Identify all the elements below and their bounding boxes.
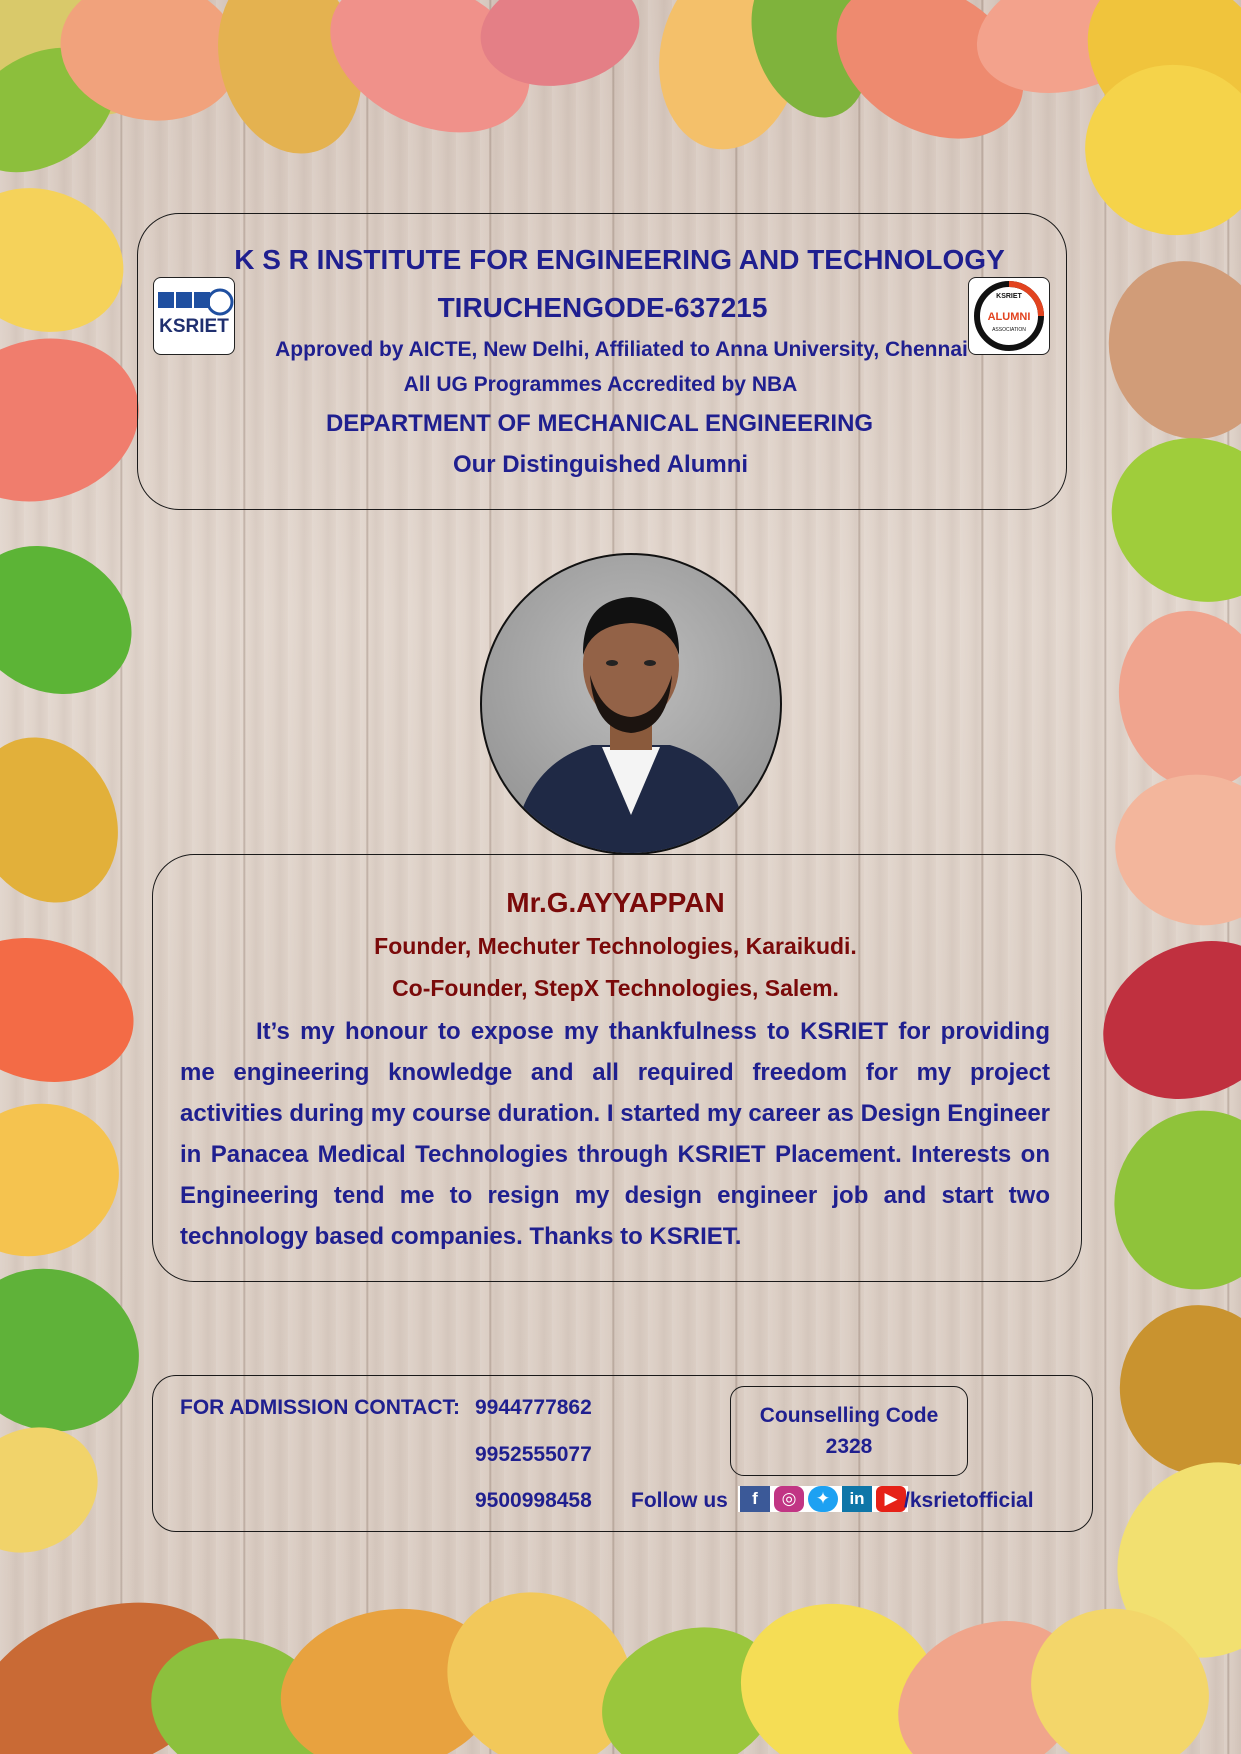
phone-number[interactable]: 9500998458 [475,1489,592,1512]
follow-us-label: Follow us [631,1489,728,1512]
accreditation-line: All UG Programmes Accredited by NBA [403,373,798,396]
instagram-icon[interactable]: ◎ [774,1486,804,1512]
alumni-name: Mr.G.AYYAPPAN [506,887,725,918]
counselling-code-box [730,1386,968,1476]
alumni-role-cofounder: Co-Founder, StepX Technologies, Salem. [392,975,839,1001]
admission-contact-label: FOR ADMISSION CONTACT: [180,1396,460,1419]
department-name: DEPARTMENT OF MECHANICAL ENGINEERING [325,410,874,437]
alumni-role-founder: Founder, Mechuter Technologies, Karaikudi. [374,933,857,959]
svg-text:ASSOCIATION: ASSOCIATION [992,327,1026,333]
phone-number[interactable]: 9952555077 [475,1443,592,1466]
twitter-icon[interactable]: ✦ [808,1486,838,1512]
social-icons [738,1486,908,1512]
institute-location: TIRUCHENGODE-637215 [437,292,768,323]
svg-text:KSRIET: KSRIET [996,293,1022,300]
facebook-icon[interactable]: f [740,1486,770,1512]
ksriet-logo-text: KSRIET [159,316,229,337]
counselling-code-value: 2328 [825,1435,873,1458]
approval-line: Approved by AICTE, New Delhi, Affiliated to Anna University, Chennai [275,338,968,361]
youtube-icon[interactable]: ▶ [876,1486,906,1512]
svg-text:ALUMNI: ALUMNI [987,311,1031,323]
linkedin-icon[interactable]: in [842,1486,872,1512]
institute-name: K S R INSTITUTE FOR ENGINEERING AND TECHNOLOGY [234,244,1005,275]
alumni-photo [480,553,782,855]
social-handle[interactable]: /ksrietofficial [904,1489,1034,1512]
testimonial-text: It’s my honour to expose my thankfulness to KSRIET for providing me engineering knowledge and all required freedom for my project activities during my course duration. I started my career as Design Engineer in Panacea Medical Technologies through KSRIET Placement. Interests on Engineering tend me to resign my design engineer job and start two technology based companies. Thanks to KSRIET. [180,1018,1050,1250]
counselling-code-label: Counselling Code [759,1404,939,1427]
alumni-subtitle: Our Distinguished Alumni [452,451,749,478]
phone-number[interactable]: 9944777862 [475,1396,592,1419]
